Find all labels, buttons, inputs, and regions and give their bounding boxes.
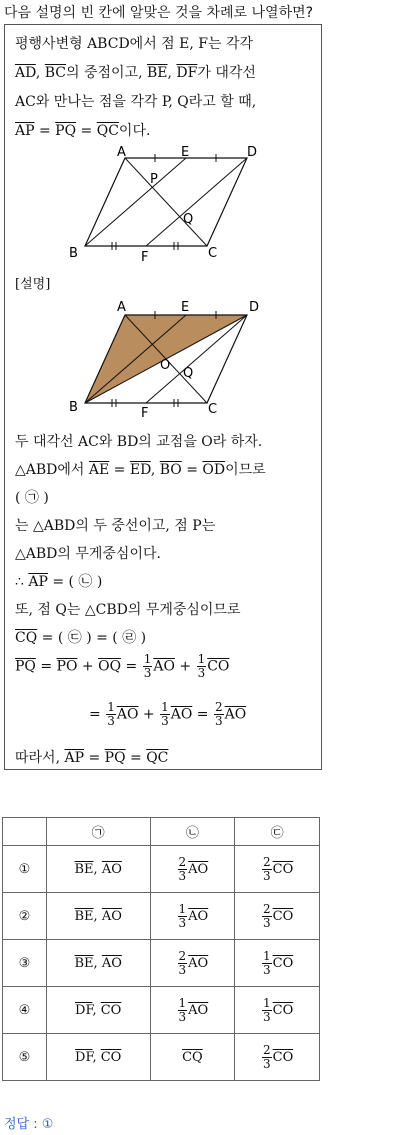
choice-table (2, 817, 320, 1081)
choice-b: $\frac{1}{3}$ $\overline{AO}$ (150, 893, 235, 940)
choice-a: $\overline{DF}$, $\overline{CO}$ (46, 987, 150, 1034)
explain-line-6: ∴ $\overline{AP}$ = ( ㉡ ) (15, 574, 103, 590)
choice-b: $\frac{2}{3}$ $\overline{AO}$ (150, 846, 235, 893)
parallelogram-figure-2 (5, 297, 323, 417)
choice-number[interactable]: ⑤ (3, 1034, 47, 1081)
seg-bc: $\overline{BC}$ (44, 65, 67, 81)
label-b: B (69, 246, 78, 261)
question-text: 다음 설명의 빈 칸에 알맞은 것을 차례로 나열하면? (4, 5, 314, 21)
choice-number[interactable]: ④ (3, 987, 47, 1034)
label-o2: O (160, 358, 171, 373)
explain-line-3: ( ㉠ ) (15, 490, 49, 506)
explain-line-1: 두 대각선 AC와 BD의 교점을 O라 하자. (15, 434, 263, 450)
table-row[interactable] (3, 940, 320, 987)
choice-b: $\overline{CQ}$ (150, 1034, 235, 1081)
table-header-row: ㉠ ㉡ ㉢ (3, 818, 320, 846)
table-row[interactable] (3, 846, 320, 893)
parallelogram-figure-1 (5, 143, 323, 263)
explain-line-2: △ABD에서 $\overline{AE} = \overline{ED}$, $\overline{BO} = \overline{OD}$이므로 (15, 462, 266, 478)
label-q2: Q (183, 366, 194, 381)
problem-line-2: $\overline{AD}$, $\overline{BC}$의 중점이고, $\overline{BE}$, $\overline{DF}$가 대각선 (15, 65, 256, 81)
label-e2: E (181, 300, 190, 315)
label-d: D (247, 145, 258, 160)
choice-number[interactable]: ③ (3, 940, 47, 987)
label-a2: A (117, 300, 126, 315)
choice-a: $\overline{DF}$, $\overline{CO}$ (46, 1034, 150, 1081)
choice-c: $\frac{2}{3}$ $\overline{CO}$ (235, 846, 320, 893)
choice-number[interactable]: ② (3, 893, 47, 940)
answer-text: 정답 : ① (4, 1117, 54, 1132)
explain-label: [설명] (15, 277, 51, 292)
seg-df: $\overline{DF}$ (176, 65, 198, 81)
explain-line-10: = $\frac{1}{3}$ $\overline{AO}$ + $\frac{1}{3}$ $\overline{AO}$ = $\frac{2}{3}$ $\overline{AO}$ (89, 700, 247, 728)
label-a: A (117, 145, 126, 160)
choice-c: $\frac{1}{3}$ $\overline{CO}$ (235, 940, 320, 987)
explain-line-8: $\overline{CQ}$ = ( ㉢ ) = ( ㉣ ) (15, 630, 147, 646)
choice-c: $\frac{1}{3}$ $\overline{CO}$ (235, 987, 320, 1034)
problem-line-1: 평행사변형 ABCD에서 점 E, F는 각각 (15, 36, 253, 52)
label-c2: C (208, 402, 218, 417)
choice-c: $\frac{2}{3}$ $\overline{CO}$ (235, 1034, 320, 1081)
seg-ad: $\overline{AD}$ (15, 65, 36, 81)
problem-box (4, 24, 322, 770)
label-p: P (150, 172, 158, 187)
label-f: F (141, 250, 149, 263)
problem-line-3: AC와 만나는 점을 각각 P, Q라고 할 때, (15, 94, 257, 110)
label-d2: D (249, 300, 260, 315)
choice-b: $\frac{1}{3}$ $\overline{AO}$ (150, 987, 235, 1034)
choice-c: $\frac{2}{3}$ $\overline{CO}$ (235, 893, 320, 940)
label-c: C (208, 246, 218, 261)
table-row[interactable] (3, 987, 320, 1034)
explain-line-5: △ABD의 무게중심이다. (15, 546, 161, 562)
label-b2: B (69, 400, 78, 415)
label-q: Q (183, 212, 194, 227)
explain-line-4: 는 △ABD의 두 중선이고, 점 P는 (15, 518, 216, 534)
table-row[interactable] (3, 893, 320, 940)
label-f2: F (141, 406, 149, 417)
choice-number[interactable]: ① (3, 846, 47, 893)
label-e: E (181, 145, 190, 160)
choice-a: $\overline{BE}$, $\overline{AO}$ (46, 846, 150, 893)
explain-line-9: $\overline{PQ} = \overline{PO} + \overline{OQ}$ = $\frac{1}{3}$ $\overline{AO}$ + $\frac{1}{3}$ $\overline{CO}$ (15, 652, 230, 680)
choice-a: $\overline{BE}$, $\overline{AO}$ (46, 893, 150, 940)
choice-a: $\overline{BE}$, $\overline{AO}$ (46, 940, 150, 987)
choice-b: $\frac{2}{3}$ $\overline{AO}$ (150, 940, 235, 987)
explain-line-11: 따라서, $\overline{AP} = \overline{PQ} = \overline{QC}$ (15, 750, 169, 766)
problem-line-4: $\overline{AP} = \overline{PQ} = \overline{QC}$이다. (15, 123, 151, 139)
table-row[interactable] (3, 1034, 320, 1081)
seg-be: $\overline{BE}$ (147, 65, 168, 81)
explain-line-7: 또, 점 Q는 △CBD의 무게중심이므로 (15, 602, 241, 618)
